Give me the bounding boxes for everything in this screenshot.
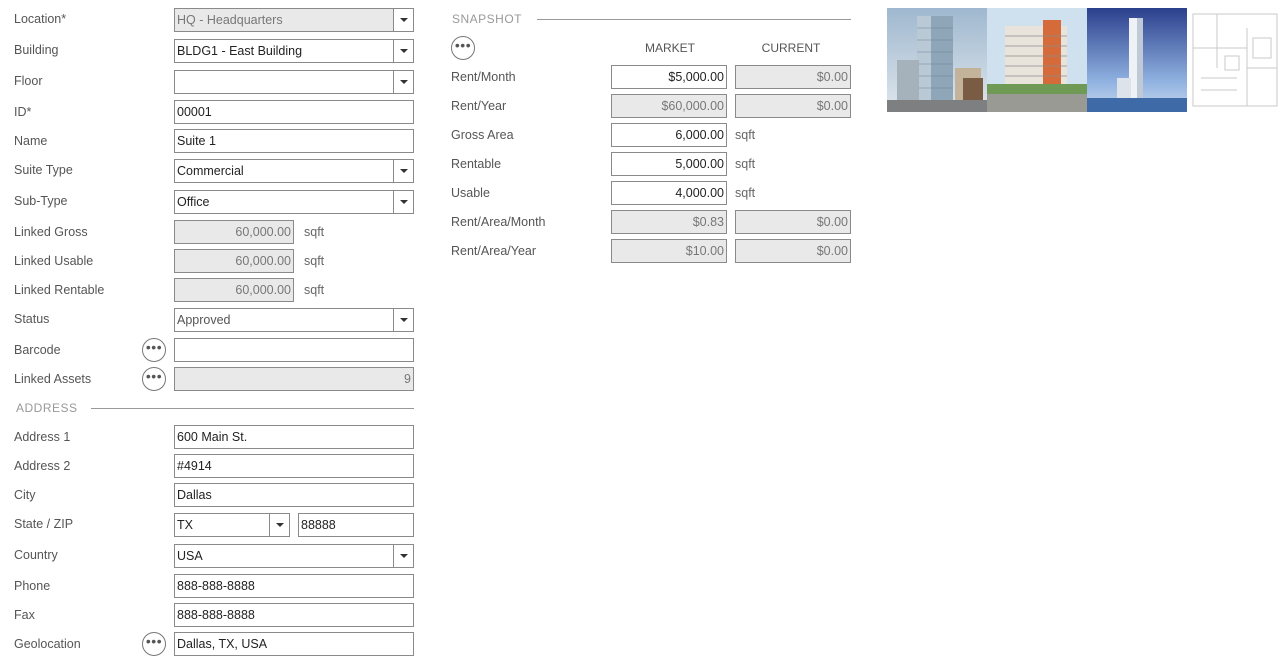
- status-value: Approved: [177, 313, 231, 327]
- rent-area-year-market-field: $10.00: [611, 239, 727, 263]
- chevron-down-icon[interactable]: [393, 9, 413, 31]
- linked-rentable-unit: sqft: [304, 283, 325, 297]
- barcode-label: Barcode: [14, 343, 61, 357]
- city-input[interactable]: Dallas: [174, 483, 414, 507]
- phone-label: Phone: [14, 579, 51, 593]
- floor-plan-image: [1187, 8, 1282, 112]
- linked-rentable-field: 60,000.00: [174, 278, 294, 302]
- status-select[interactable]: [174, 308, 414, 332]
- snapshot-more-button[interactable]: •••: [451, 36, 475, 60]
- geolocation-input[interactable]: Dallas, TX, USA: [174, 632, 414, 656]
- address-divider: [91, 408, 414, 409]
- id-label: ID*: [14, 105, 32, 119]
- address1-input[interactable]: 600 Main St.: [174, 425, 414, 449]
- snapshot-row-label: Rent/Month: [451, 70, 516, 84]
- name-input[interactable]: Suite 1: [174, 129, 414, 153]
- snapshot-row-label: Rent/Area/Year: [451, 244, 537, 258]
- snapshot-row-label: Rentable: [451, 157, 502, 171]
- chevron-down-icon[interactable]: [393, 40, 413, 62]
- location-value: HQ - Headquarters: [177, 13, 283, 27]
- rent-area-month-market-field: $0.83: [611, 210, 727, 234]
- state-value: TX: [177, 518, 193, 532]
- snapshot-row-label: Gross Area: [451, 128, 514, 142]
- rent-area-year-current-field: $0.00: [735, 239, 851, 263]
- geolocation-more-button[interactable]: •••: [142, 632, 166, 656]
- building-photo-image: [1087, 8, 1187, 112]
- state-select[interactable]: [174, 513, 290, 537]
- building-photo-image: [987, 8, 1087, 112]
- chevron-down-icon[interactable]: [393, 71, 413, 93]
- chevron-down-icon[interactable]: [269, 514, 289, 536]
- linked-usable-unit: sqft: [304, 254, 325, 268]
- rentable-input[interactable]: 5,000.00: [611, 152, 727, 176]
- rent-year-current-field: $0.00: [735, 94, 851, 118]
- id-input[interactable]: 00001: [174, 100, 414, 124]
- snapshot-row-label: Rent/Year: [451, 99, 507, 113]
- linked-assets-label: Linked Assets: [14, 372, 92, 386]
- building-photo-thumbnail[interactable]: [1087, 8, 1187, 112]
- current-column-header: CURRENT: [761, 41, 821, 55]
- suite-type-select[interactable]: [174, 159, 414, 183]
- rent-area-month-current-field: $0.00: [735, 210, 851, 234]
- geolocation-label: Geolocation: [14, 637, 81, 651]
- phone-input[interactable]: 888-888-8888: [174, 574, 414, 598]
- address-section-title: ADDRESS: [16, 401, 78, 415]
- building-label: Building: [14, 43, 59, 57]
- location-select[interactable]: [174, 8, 414, 32]
- snapshot-row-label: Usable: [451, 186, 490, 200]
- sub-type-value: Office: [177, 195, 210, 209]
- name-label: Name: [14, 134, 48, 148]
- suite-type-label: Suite Type: [14, 163, 73, 177]
- chevron-down-icon[interactable]: [393, 309, 413, 331]
- location-label: Location*: [14, 12, 67, 26]
- building-photo-image: [887, 8, 987, 112]
- address1-label: Address 1: [14, 430, 71, 444]
- gross-area-unit: sqft: [735, 128, 756, 142]
- rent-month-market-input[interactable]: $5,000.00: [611, 65, 727, 89]
- floor-plan-thumbnail[interactable]: [1187, 8, 1282, 112]
- floor-select[interactable]: [174, 70, 414, 94]
- country-select[interactable]: [174, 544, 414, 568]
- floor-label: Floor: [14, 74, 43, 88]
- fax-input[interactable]: 888-888-8888: [174, 603, 414, 627]
- usable-input[interactable]: 4,000.00: [611, 181, 727, 205]
- rentable-unit: sqft: [735, 157, 756, 171]
- chevron-down-icon[interactable]: [393, 545, 413, 567]
- linked-gross-unit: sqft: [304, 225, 325, 239]
- gross-area-input[interactable]: 6,000.00: [611, 123, 727, 147]
- snapshot-divider: [537, 19, 851, 20]
- building-photo-thumbnail[interactable]: [987, 8, 1087, 112]
- barcode-more-button[interactable]: •••: [142, 338, 166, 362]
- sub-type-select[interactable]: [174, 190, 414, 214]
- market-column-header: MARKET: [644, 41, 695, 55]
- linked-gross-field: 60,000.00: [174, 220, 294, 244]
- usable-unit: sqft: [735, 186, 756, 200]
- building-value: BLDG1 - East Building: [177, 44, 303, 58]
- snapshot-section-title: SNAPSHOT: [452, 12, 523, 26]
- barcode-input[interactable]: [174, 338, 414, 362]
- linked-usable-label: Linked Usable: [14, 254, 94, 268]
- country-label: Country: [14, 548, 58, 562]
- address2-label: Address 2: [14, 459, 71, 473]
- city-label: City: [14, 488, 36, 502]
- state-zip-label: State / ZIP: [14, 517, 74, 531]
- suite-type-value: Commercial: [177, 164, 244, 178]
- building-photo-thumbnail[interactable]: [887, 8, 987, 112]
- address2-input[interactable]: #4914: [174, 454, 414, 478]
- building-select[interactable]: [174, 39, 414, 63]
- chevron-down-icon[interactable]: [393, 191, 413, 213]
- status-label: Status: [14, 312, 50, 326]
- fax-label: Fax: [14, 608, 35, 622]
- country-value: USA: [177, 549, 203, 563]
- linked-assets-more-button[interactable]: •••: [142, 367, 166, 391]
- chevron-down-icon[interactable]: [393, 160, 413, 182]
- linked-usable-field: 60,000.00: [174, 249, 294, 273]
- linked-gross-label: Linked Gross: [14, 225, 88, 239]
- snapshot-row-label: Rent/Area/Month: [451, 215, 546, 229]
- zip-input[interactable]: 88888: [298, 513, 414, 537]
- rent-year-market-field: $60,000.00: [611, 94, 727, 118]
- rent-month-current-field: $0.00: [735, 65, 851, 89]
- sub-type-label: Sub-Type: [14, 194, 68, 208]
- linked-rentable-label: Linked Rentable: [14, 283, 105, 297]
- linked-assets-field: 9: [174, 367, 414, 391]
